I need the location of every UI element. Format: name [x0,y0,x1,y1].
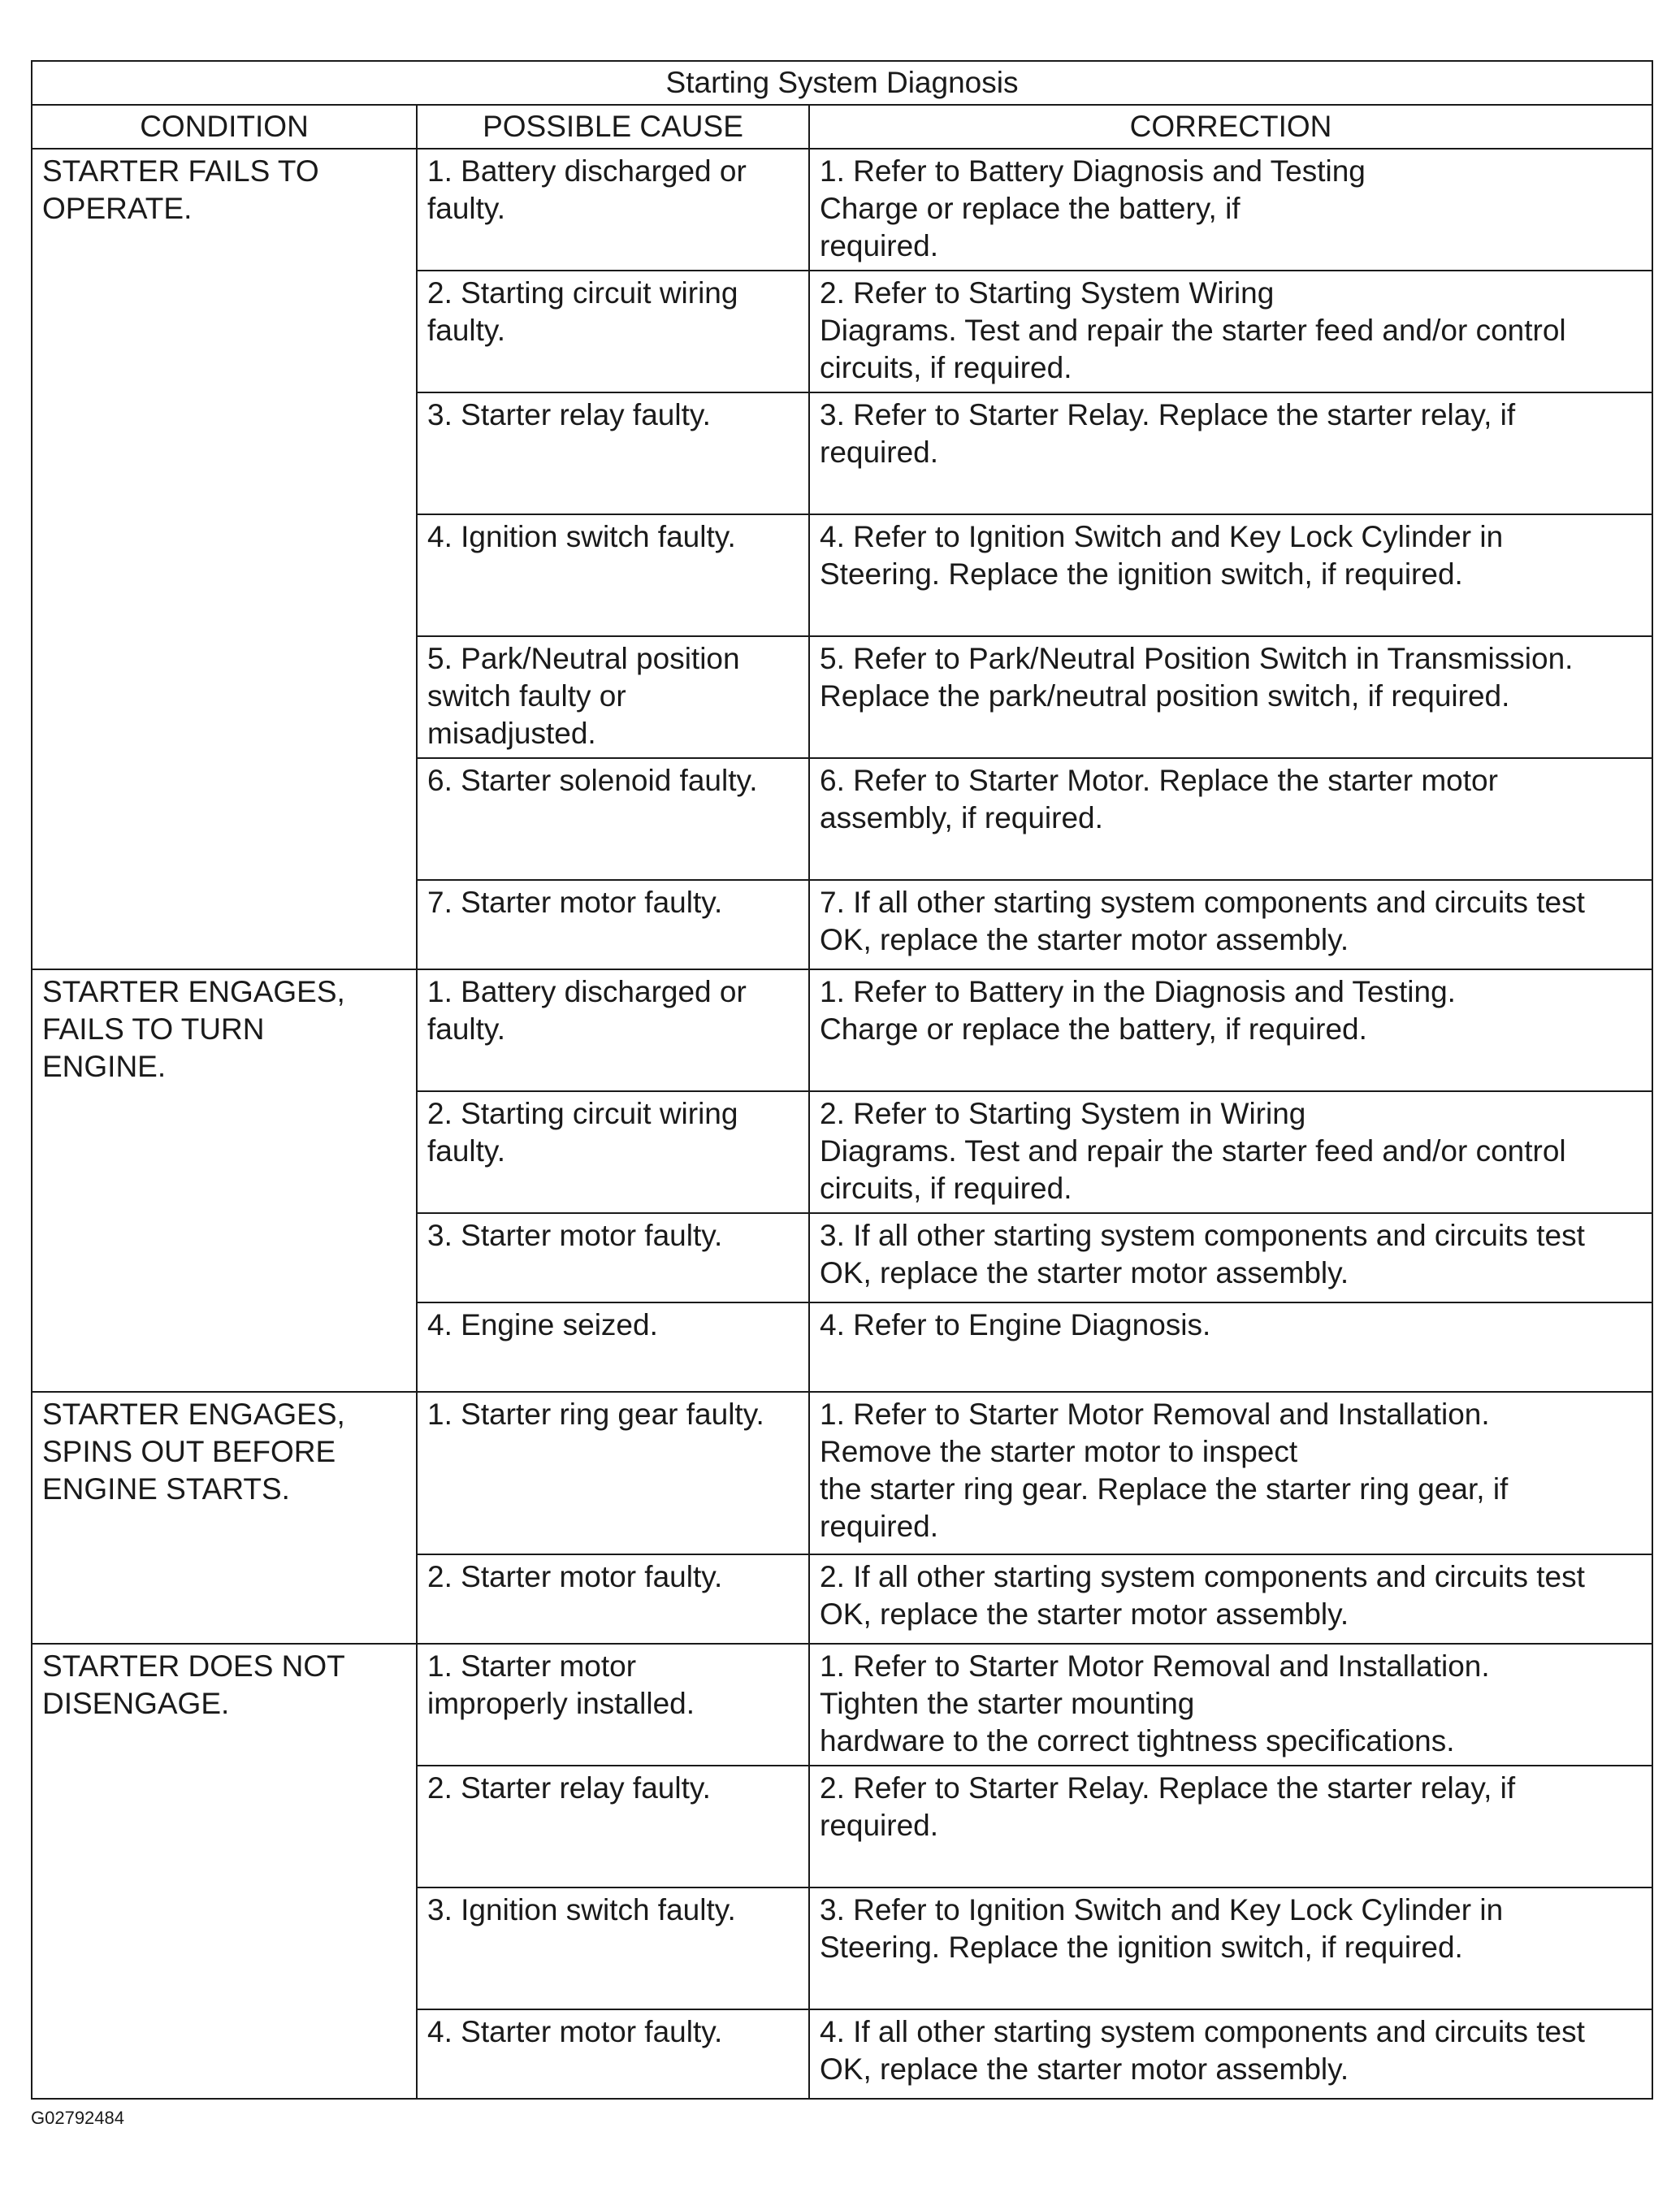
cause-text: 1. Starter motor improperly installed. [427,1649,695,1720]
correction-cell [809,392,1652,514]
correction-text: 4. Refer to Ignition Switch and Key Lock Cylinder in Steering. Replace the ignition switch, if required. [820,520,1504,591]
table-body [32,149,1652,2099]
cause-text: 3. Starter relay faulty. [427,398,711,431]
correction-text: 4. Refer to Engine Diagnosis. [820,1308,1211,1341]
table-header-row [32,105,1652,149]
cause-text: 2. Starter relay faulty. [427,1771,711,1805]
cause-cell [417,1554,809,1644]
correction-text: 5. Refer to Park/Neutral Position Switch in Transmission. Replace the park/neutral position switch, if required. [820,642,1574,713]
cause-text: 4. Starter motor faulty. [427,2015,723,2048]
cause-text: 7. Starter motor faulty. [427,886,723,919]
condition-cell [32,149,417,969]
cause-cell [417,1766,809,1887]
correction-cell [809,969,1652,1091]
cause-cell [417,758,809,880]
table-title-row [32,61,1652,105]
cause-cell [417,271,809,392]
correction-cell [809,1213,1652,1302]
correction-text: 3. If all other starting system components and circuits test OK, replace the starter motor assembly. [820,1219,1585,1289]
cause-text: 2. Starting circuit wiring faulty. [427,1097,738,1168]
correction-cell [809,758,1652,880]
correction-text: 1. Refer to Starter Motor Removal and Installation. Remove the starter motor to inspect the starter ring gear. Replace the starter ring gear, if required. [820,1398,1509,1543]
correction-text: 1. Refer to Starter Motor Removal and Installation. Tighten the starter mounting hardware to the correct tightness specifications. [820,1649,1490,1757]
correction-text: 2. Refer to Starting System Wiring Diagrams. Test and repair the starter feed and/or control circuits, if required. [820,276,1566,384]
cause-text: 1. Battery discharged or faulty. [427,154,747,225]
cause-cell [417,514,809,636]
cause-text: 1. Battery discharged or faulty. [427,975,747,1046]
correction-cell [809,1091,1652,1213]
cause-cell [417,1392,809,1554]
cause-text: 1. Starter ring gear faulty. [427,1398,764,1431]
correction-cell [809,1887,1652,2009]
correction-text: 2. If all other starting system components and circuits test OK, replace the starter motor assembly. [820,1560,1585,1631]
cause-cell [417,1644,809,1766]
condition-text: STARTER FAILS TO OPERATE. [42,154,319,225]
correction-cell [809,149,1652,271]
cause-cell [417,636,809,758]
correction-cell [809,514,1652,636]
figure-code: G02792484 [31,2108,124,2128]
cause-text: 4. Engine seized. [427,1308,658,1341]
correction-text: 7. If all other starting system components and circuits test OK, replace the starter motor assembly. [820,886,1585,956]
condition-cell [32,1392,417,1644]
correction-cell [809,636,1652,758]
correction-text: 1. Refer to Battery in the Diagnosis and Testing. Charge or replace the battery, if required. [820,975,1456,1046]
correction-cell [809,1644,1652,1766]
cause-text: 3. Ignition switch faulty. [427,1893,736,1926]
cause-cell [417,1302,809,1392]
correction-cell [809,1392,1652,1554]
correction-cell [809,1766,1652,1887]
correction-cell [809,1302,1652,1392]
table-row [32,149,1652,271]
condition-text: STARTER ENGAGES, SPINS OUT BEFORE ENGINE STARTS. [42,1398,345,1506]
cause-text: 5. Park/Neutral position switch faulty or misadjusted. [427,642,740,750]
cause-cell [417,2009,809,2099]
cause-cell [417,969,809,1091]
cause-cell [417,149,809,271]
header-correction: CORRECTION [809,105,1652,149]
cause-text: 4. Ignition switch faulty. [427,520,736,553]
cause-text: 3. Starter motor faulty. [427,1219,723,1252]
correction-cell [809,1554,1652,1644]
cause-text: 2. Starting circuit wiring faulty. [427,276,738,347]
table-row [32,1644,1652,1766]
cause-text: 2. Starter motor faulty. [427,1560,723,1593]
correction-cell [809,880,1652,969]
correction-text: 3. Refer to Starter Relay. Replace the starter relay, if required. [820,398,1516,469]
cause-cell [417,880,809,969]
condition-text: STARTER DOES NOT DISENGAGE. [42,1649,345,1720]
table-row [32,1392,1652,1554]
correction-text: 1. Refer to Battery Diagnosis and Testing Charge or replace the battery, if required. [820,154,1366,262]
cause-text: 6. Starter solenoid faulty. [427,764,758,797]
diagnosis-table [31,60,1653,2100]
table-row [32,969,1652,1091]
correction-text: 2. Refer to Starter Relay. Replace the starter relay, if required. [820,1771,1516,1842]
condition-cell [32,969,417,1392]
cause-cell [417,1887,809,2009]
correction-cell [809,2009,1652,2099]
correction-text: 2. Refer to Starting System in Wiring Diagrams. Test and repair the starter feed and/or control circuits, if required. [820,1097,1566,1205]
cause-cell [417,1091,809,1213]
correction-text: 4. If all other starting system components and circuits test OK, replace the starter motor assembly. [820,2015,1585,2086]
correction-text: 6. Refer to Starter Motor. Replace the starter motor assembly, if required. [820,764,1498,834]
correction-cell [809,271,1652,392]
cause-cell [417,1213,809,1302]
condition-cell [32,1644,417,2099]
condition-text: STARTER ENGAGES, FAILS TO TURN ENGINE. [42,975,345,1083]
table-title: Starting System Diagnosis [32,61,1652,105]
correction-text: 3. Refer to Ignition Switch and Key Lock Cylinder in Steering. Replace the ignition switch, if required. [820,1893,1504,1964]
header-possible-cause: POSSIBLE CAUSE [417,105,809,149]
cause-cell [417,392,809,514]
header-condition: CONDITION [32,105,417,149]
